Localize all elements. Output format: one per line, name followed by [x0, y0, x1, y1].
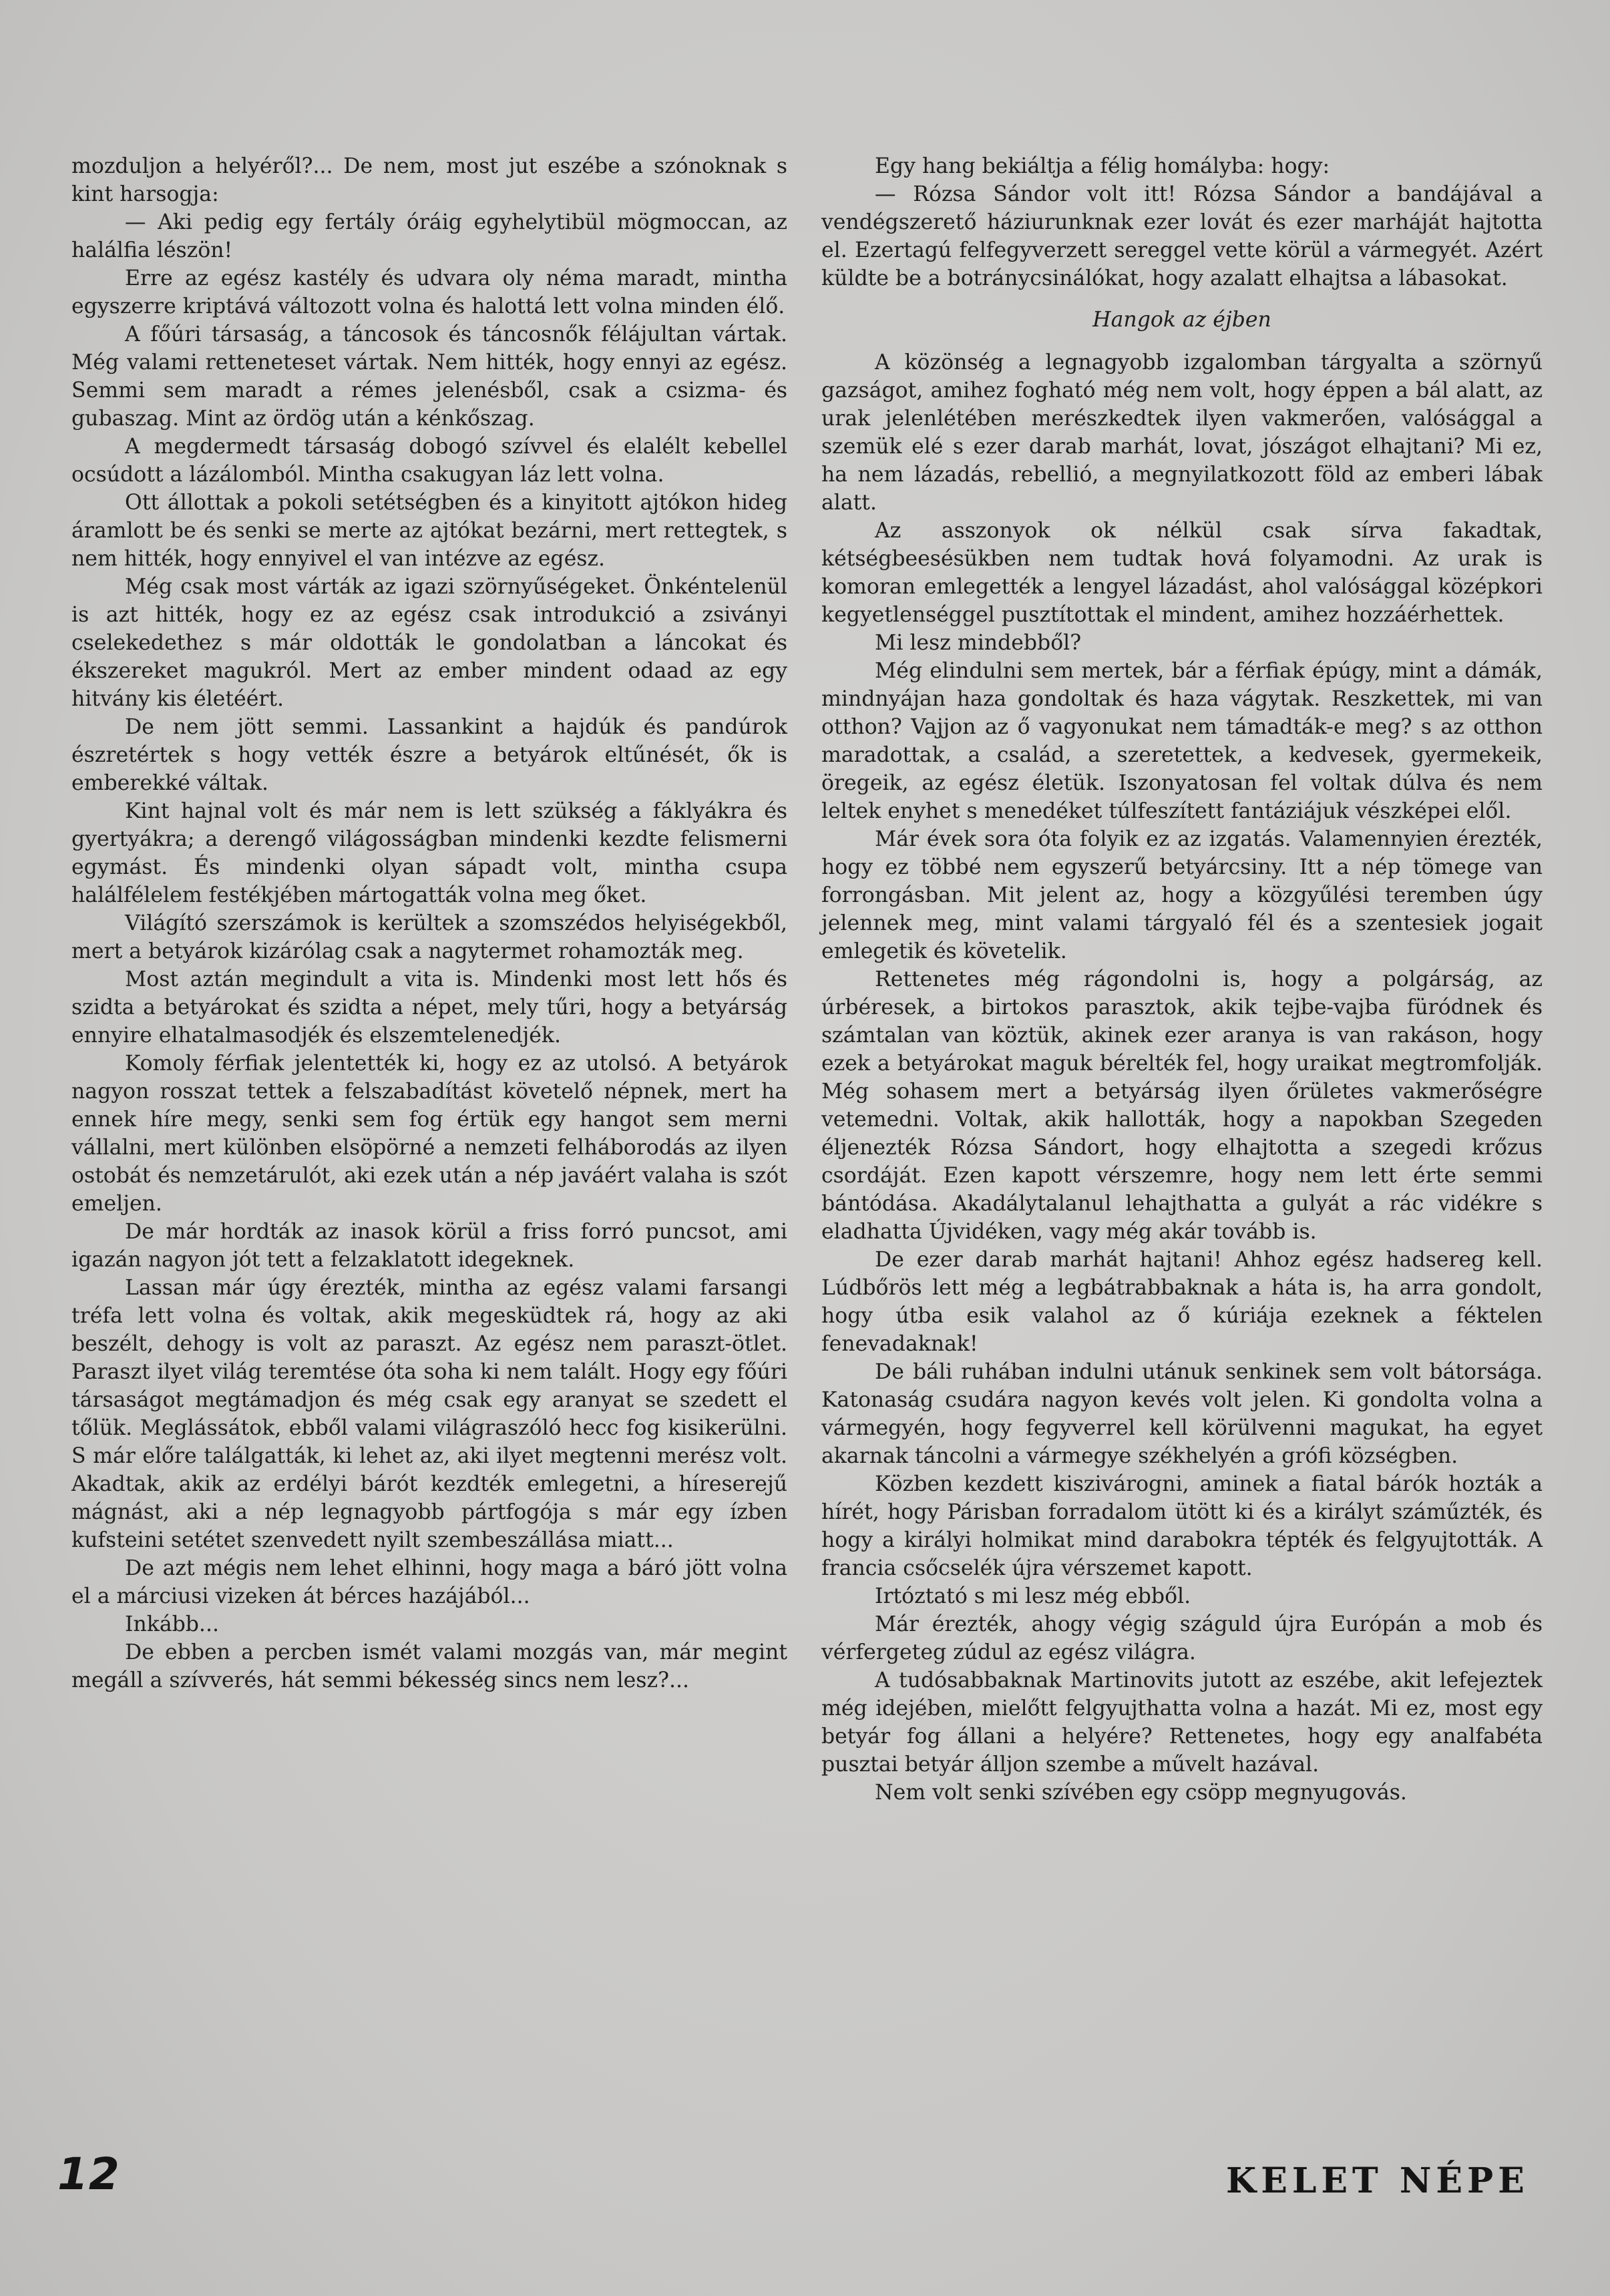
paragraph: Komoly férfiak jelentették ki, hogy ez az utolsó. A betyárok nagyon rosszat tettek a felszabadítást követelő népnek, mert ha ennek híre megy, senki sem fog értük egy hangot sem merni vállalni, mert különben elsöpörné a nemzeti felháborodás az ilyen ostobát és nemzetárulót, aki ezek után a nép javáért valaha is szót emeljen.	[71, 1052, 787, 1216]
paragraph: Erre az egész kastély és udvara oly néma maradt, mintha egyszerre kriptává változott volna és halottá lett volna minden élő.	[71, 266, 787, 318]
paragraph: Most aztán megindult a vita is. Mindenki most lett hős és szidta a betyárokat és szidta a népet, mely tűri, hogy a betyárság ennyire elhatalmasodjék és elszemtelenedjék.	[71, 967, 787, 1048]
paragraph: Rettenetes még rágondolni is, hogy a polgárság, az úrbéresek, a birtokos parasztok, akik tejbe-vajba füródnek és számtalan van köztük, akinek ezer aranya is van rakáson, hogy ezek a betyárokat maguk bérelték fel, hogy uraikat megtromfolják. Még sohasem mert a betyárság ilyen őrületes vakmerőségre vetemedni. Voltak, akik hallották, hogy a napokban Szegeden éljenezték Rózsa Sándort, hogy elhajtotta a szegedi krőzus csordáját. Ezen kapott vérszemre, hogy nem lett érte semmi bántódása. Akadálytalanul lehajthatta a gulyát a rác vidékre s eladhatta Újvidéken, vagy még akár tovább is.	[821, 967, 1543, 1244]
paragraph: Inkább...	[125, 1612, 219, 1636]
paragraph: De nem jött semmi. Lassankint a hajdúk és pandúrok észretértek s hogy vették észre a betyárok eltűnését, ők is emberekké váltak.	[71, 715, 787, 795]
right-text-column	[821, 152, 1543, 1807]
paragraph: De báli ruhában indulni utánuk senkinek sem volt bátorsága. Katonaság csudára nagyon kevés volt jelen. Ki gondolta volna a vármegyén, hogy fegyverrel kell körülvenni magukat, ha egyet akarnak táncolni a vármegye székhelyén a grófi községben.	[821, 1360, 1543, 1468]
publication-name: KELET NÉPE	[1226, 2160, 1529, 2201]
paragraph: Kint hajnal volt és már nem is lett szükség a fáklyákra és gyertyákra; a derengő világosságban mindenki kezdte felismerni egymást. És mindenki olyan sápadt volt, mintha csupa halálfélelem festékjében mártogatták volna meg őket.	[71, 799, 787, 907]
left-text-column	[71, 152, 787, 1694]
paragraph: Mi lesz mindebből?	[875, 631, 1082, 655]
paragraph: A megdermedt társaság dobogó szívvel és elalélt kebellel ocsúdott a lázálomból. Mintha csakugyan láz lett volna.	[71, 435, 787, 487]
page-number: 12	[57, 2148, 120, 2200]
paragraph: — Rózsa Sándor volt itt! Rózsa Sándor a bandájával a vendégszerető háziurunknak ezer lovát és ezer marháját hajtotta el. Ezertagú felfegyverzett sereggel vette körül a vármegyét. Azért küldte be a botránycsinálókat, hogy azalatt elhajtsa a lábasokat.	[821, 182, 1543, 290]
paragraph: De már hordták az inasok körül a friss forró puncsot, ami igazán nagyon jót tett a felzaklatott idegeknek.	[71, 1220, 787, 1272]
paragraph: Még elindulni sem mertek, bár a férfiak épúgy, mint a dámák, mindnyájan haza gondoltak és haza vágytak. Reszkettek, mi van otthon? Vajjon az ő vagyonukat nem támadták-e meg? s az otthon maradottak, a család, a szeretettek, a kedvesek, gyermekeik, öregeik, az egész életük. Iszonyatosan fel voltak dúlva és nem leltek enyhet s menedéket túlfeszített fantáziájuk vészképei elől.	[821, 659, 1543, 823]
paragraph: A tudósabbaknak Martinovits jutott az eszébe, akit lefejeztek még idejében, mielőtt felgyujthatta volna a hazát. Mi ez, most egy betyár fog állani a helyére? Rettenetes, hogy egy analfabéta pusztai betyár álljon szembe a művelt hazával.	[821, 1668, 1543, 1777]
paragraph: Közben kezdett kiszivárogni, aminek a fiatal bárók hozták a hírét, hogy Párisban forradalom ütött ki és a királyt száműzték, és hogy a királyi holmikat mind darabokra tépték és felgyujtották. A francia csőcselék újra vérszemet kapott.	[821, 1472, 1543, 1580]
paragraph: Lassan már úgy érezték, mintha az egész valami farsangi tréfa lett volna és voltak, akik megesküdtek rá, hogy az aki beszélt, dehogy is volt az paraszt. Az egész nem paraszt-ötlet. Paraszt ilyet világ teremtése óta soha ki nem talált. Hogy egy főúri társaságot megtámadjon és még csak egy aranyat se szedett el tőlük. Meglássátok, ebből valami világraszóló hecc fog kisikerülni. S már előre találgatták, ki lehet az, aki ilyet megtenni merész volt. Akadtak, akik az erdélyi bárót kezdték emlegetni, a híreserejű mágnást, aki a nép legnagyobb pártfogója s már egy ízben kufsteini setétet szenvedett nyilt szembeszállása miatt...	[71, 1276, 787, 1552]
paragraph: Irtóztató s mi lesz még ebből.	[875, 1584, 1191, 1608]
paragraph: Az asszonyok ok nélkül csak sírva fakadtak, kétségbeesésükben nem tudtak hová folyamodni. Az urak is komoran emlegették a lengyel lázadást, ahol valósággal középkori kegyetlenséggel pusztítottak el mindent, amihez hozzáérhettek.	[821, 519, 1543, 627]
paragraph: De ebben a percben ismét valami mozgás van, már megint megáll a szívverés, hát semmi békesség sincs nem lesz?...	[71, 1640, 787, 1692]
paragraph: Már évek sora óta folyik ez az izgatás. Valamennyien érezték, hogy ez többé nem egyszerű betyárcsiny. Itt a nép tömege van forrongásban. Mit jelent az, hogy a közgyűlési teremben úgy jelennek meg, mint valami tárgyaló fél és a szentesiek jogait emlegetik és követelik.	[821, 827, 1543, 963]
paragraph: Már érezték, ahogy végig száguld újra Európán a mob és vérfergeteg zúdul az egész világra.	[821, 1612, 1543, 1664]
paragraph: A főúri társaság, a táncosok és táncosnők félájultan vártak. Még valami retteneteset vártak. Nem hitték, hogy ennyi az egész. Semmi sem maradt a rémes jelenésből, csak a csizma- és gubaszag. Mint az ördög után a kénkőszag.	[71, 322, 787, 431]
paragraph: Még csak most várták az igazi szörnyűségeket. Önkéntelenül is azt hitték, hogy ez az egész csak introdukció a zsiványi cselekedethez s már oldották le gondolatban a láncokat és ékszereket magukról. Mert az ember mindent odaad az egy hitvány kis életéért.	[71, 575, 787, 711]
paragraph: mozduljon a helyéről?... De nem, most jut eszébe a szónoknak s kint harsogja:	[71, 154, 787, 206]
paragraph: Nem volt senki szívében egy csöpp megnyugovás.	[875, 1781, 1407, 1805]
paragraph: A közönség a legnagyobb izgalomban tárgyalta a szörnyű gazságot, amihez fogható még nem volt, hogy éppen a bál alatt, az urak jelenlétében merészkedtek ilyen vakmerően, valósággal a szemük elé s ezer darab marhát, lovat, jószágot elhajtani? Mi ez, ha nem lázadás, rebellió, a megnyilatkozott föld az emberi lábak alatt.	[821, 351, 1543, 515]
paragraph: Ott állottak a pokoli setétségben és a kinyitott ajtókon hideg áramlott be és senki se merte az ajtókat bezárni, mert rettegtek, s nem hitték, hogy ennyivel el van intézve az egész.	[71, 491, 787, 571]
paragraph: De azt mégis nem lehet elhinni, hogy maga a báró jött volna el a márciusi vizeken át bérces hazájából...	[71, 1556, 787, 1608]
paragraph: Világító szerszámok is kerültek a szomszédos helyiségekből, mert a betyárok kizárólag csak a nagytermet rohamozták meg.	[71, 911, 787, 963]
paragraph: — Aki pedig egy fertály óráig egyhelytibül mögmoccan, az halálfia lészön!	[71, 210, 787, 262]
paragraph: De ezer darab marhát hajtani! Ahhoz egész hadsereg kell. Lúdbőrös lett még a legbátrabbaknak a háta is, ha arra gondolt, hogy útba esik valahol az ő kúriája ezeknek a féktelen fenevadaknak!	[821, 1248, 1543, 1356]
paragraph: Egy hang bekiáltja a félig homályba: hogy:	[875, 154, 1330, 178]
section-heading: Hangok az éjben	[1092, 308, 1271, 332]
